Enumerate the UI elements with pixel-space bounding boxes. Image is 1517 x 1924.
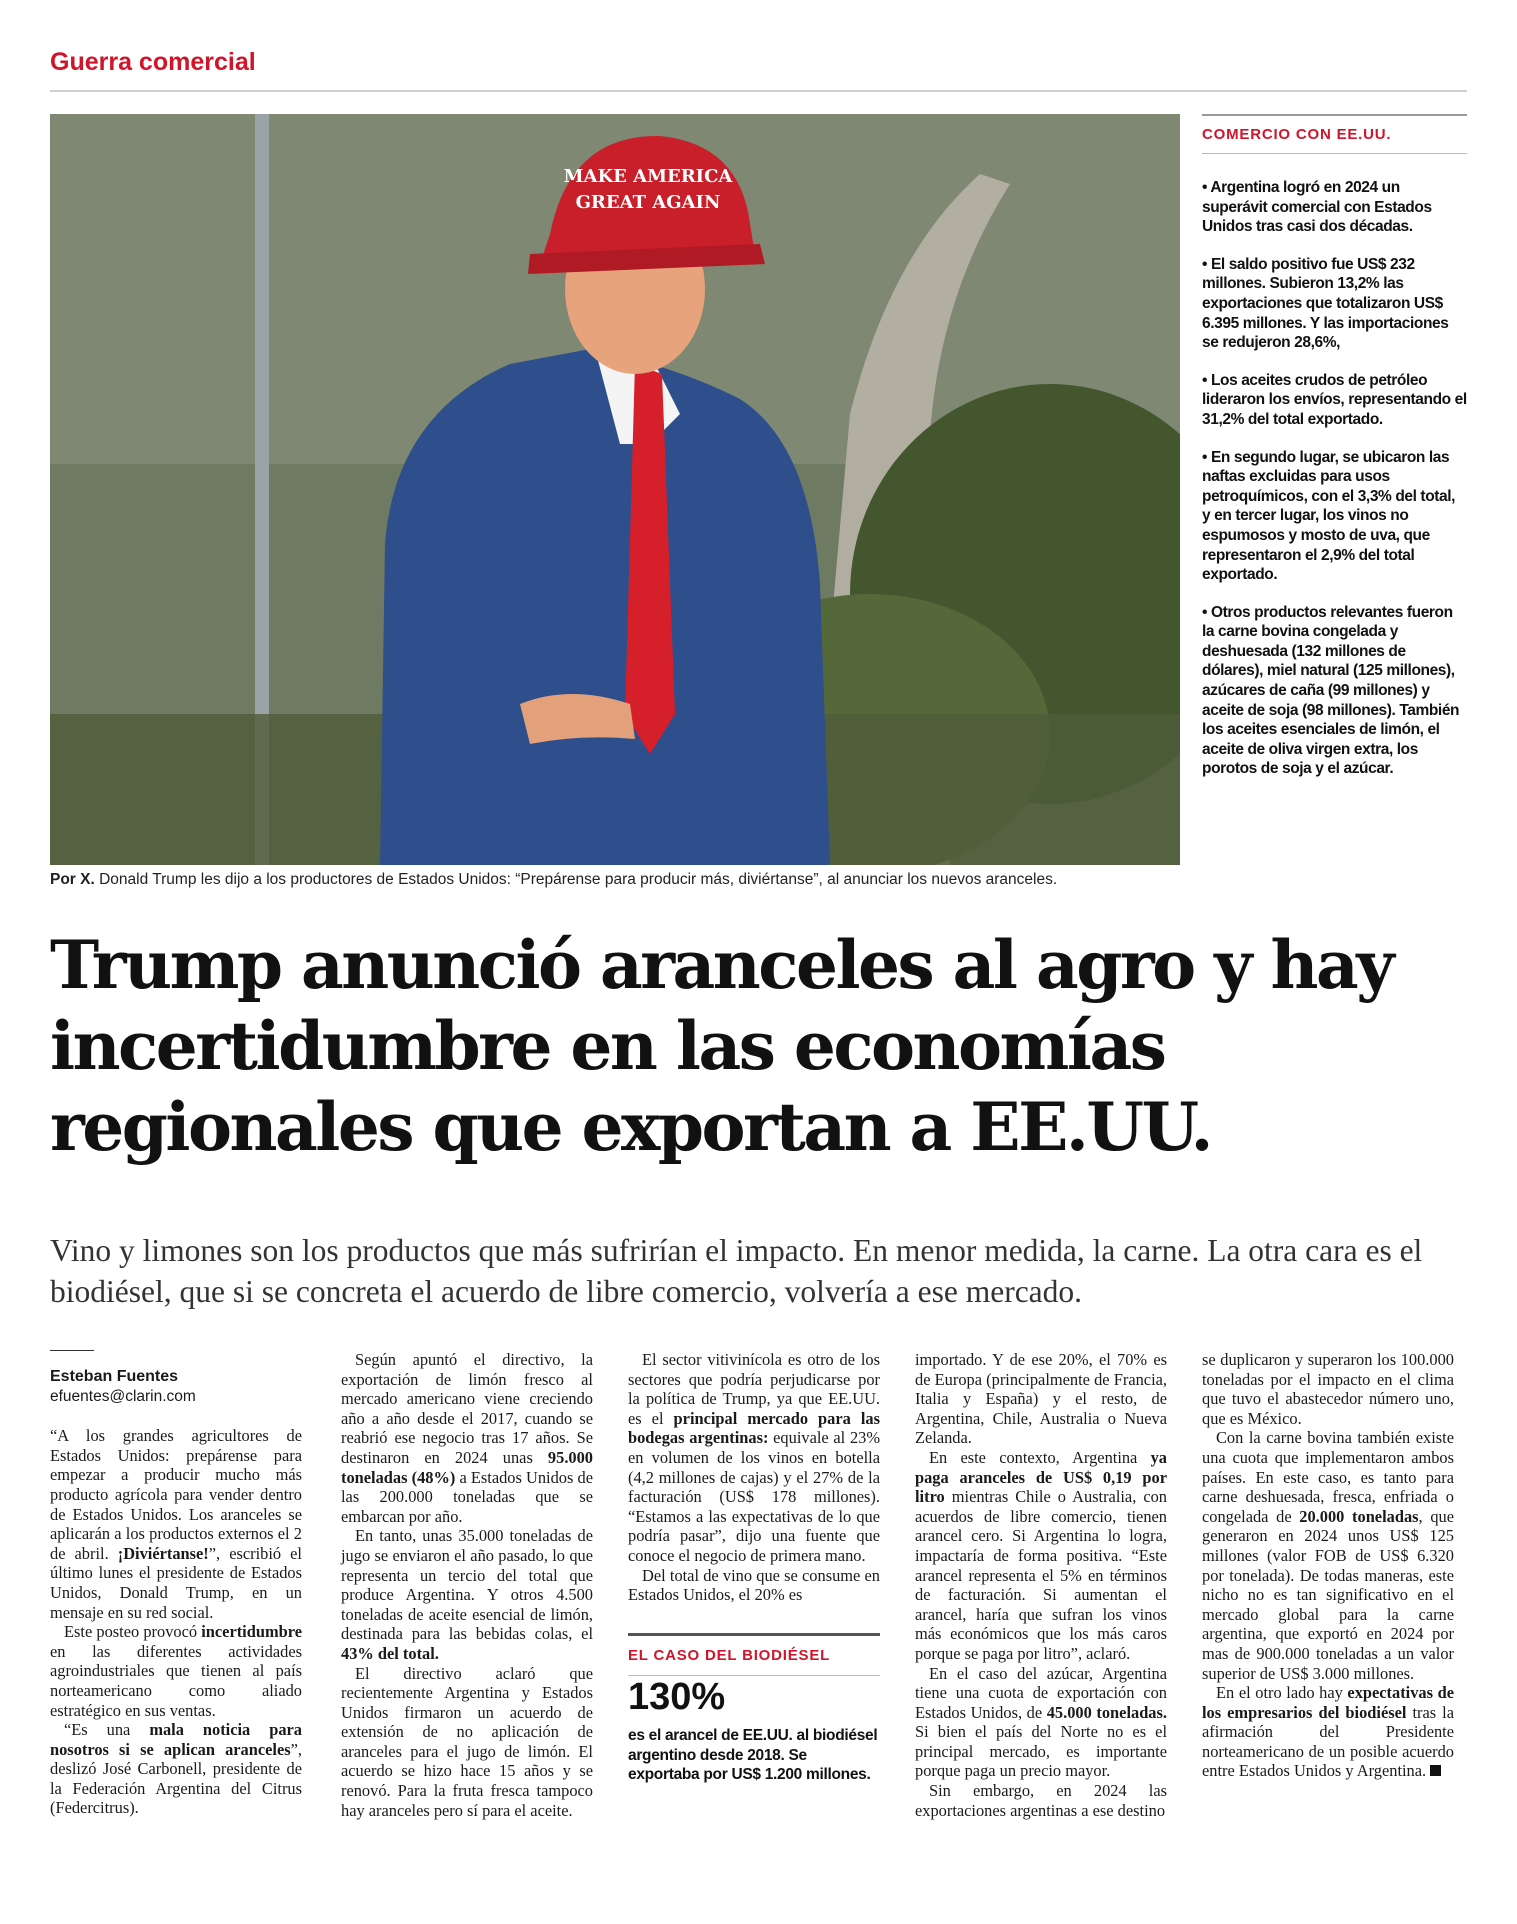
cap-text-line2: GREAT AGAIN: [575, 192, 721, 213]
text-run: Con la carne bovina también existe una cuota que implementaron ambos países. En este caso, es tanto para carne deshuesada, fresca, enfriada o congelada de: [1202, 1428, 1454, 1526]
box-big-number: 130%: [628, 1676, 726, 1719]
article-column-1: [50, 1350, 302, 1818]
sidebar-item: • En segundo lugar, se ubicaron las naftas excluidas para usos petroquímicos, con el 3,3% del total, y en tercer lugar, los vinos no espumosos y mosto de uva, que representaron el 2,9% del total exportado.: [1202, 448, 1467, 585]
text-run: En el caso del azúcar, Argentina tiene una cuota de exportación con Estados Unidos, de: [915, 1663, 1167, 1722]
text-bold: principal mercado para las bodegas argentinas:: [628, 1408, 880, 1448]
box-title: EL CASO DEL BIODIÉSEL: [628, 1646, 831, 1664]
paragraph: [915, 1664, 1167, 1782]
text-run: equivale al 23% en volumen de los vinos en botella (4,2 millones de cajas) y el 27% de la facturación (US$ 178 millones). “Estamos a las expectativas de lo que podría pasar”, dijo una fuente que conoce el negocio de primera mano.: [628, 1428, 880, 1565]
text-run: El sector vitivinícola es otro de los sectores que podría perjudicarse por la política de Trump, ya que EE.UU. es el: [628, 1350, 880, 1428]
text-run: tras la afirmación del Presidente norteamericano de un posible acuerdo entre Estados Unidos y Argentina.: [1202, 1702, 1454, 1781]
text-run: Este posteo provocó: [64, 1622, 202, 1642]
caption-credit: Por X.: [50, 871, 95, 888]
text-run: En tanto, unas 35.000 toneladas de jugo se enviaron el año pasado, lo que representa un tercio del total que produce Argentina. Y otros 4.500 toneladas de aceite esencial de limón, destinada para las bebidas colas, el: [341, 1526, 593, 1644]
photo-caption: [50, 871, 1180, 889]
text-run: mientras Chile o Australia, con acuerdos de libre comercio, tienen arancel cero. Si Argentina lo logra, impactaría de forma positiva. “Este arancel representa el 5% en términos de facturación. Si aumentan el arancel, haría que sufran los vinos más económicos que los más caros porque se paga por litro”, aclaró.: [915, 1487, 1167, 1663]
paragraph: se duplicaron y superaron los 100.000 toneladas por el impacto en el clima que tuvo el abastecedor número uno, que es México.: [1202, 1350, 1454, 1428]
text-bold: 20.000 toneladas: [1299, 1506, 1419, 1526]
text-run: ”, escribió el último lunes el presidente de Estados Unidos, Donald Trump, en un mensaje en su red social.: [50, 1543, 302, 1622]
text-bold: incertidumbre: [201, 1622, 302, 1642]
biodiesel-box: [628, 1633, 880, 1785]
byline-email: efuentes@clarin.com: [50, 1387, 196, 1405]
text-run: a Estados Unidos de las 200.000 toneladas que se embarcan por año.: [341, 1467, 593, 1526]
text-bold: ya paga aranceles de US$ 0,19 por litro: [915, 1447, 1167, 1507]
text-run: En el otro lado hay: [1216, 1683, 1348, 1703]
end-of-article-mark: [1430, 1765, 1441, 1776]
byline-rule: [50, 1350, 94, 1351]
paragraph: Del total de vino que se consume en Estados Unidos, el 20% es: [628, 1565, 880, 1605]
text-run: Si bien el país del Norte no es el principal mercado, es importante porque paga un precio mayor.: [915, 1722, 1167, 1781]
paragraph: [1202, 1428, 1454, 1683]
sidebar-item: • Argentina logró en 2024 un superávit comercial con Estados Unidos tras casi dos décadas.: [1202, 178, 1467, 237]
paragraph: [50, 1426, 302, 1622]
paragraph: El directivo aclaró que recientemente Argentina y Estados Unidos firmaron un acuerdo de extensión de no aplicación de aranceles para el jugo de limón. El acuerdo se hizo hace 15 años y se renovó. Para la fruta fresca tampoco hay aranceles pero sí para el aceite.: [341, 1663, 593, 1820]
paragraph: [915, 1448, 1167, 1664]
paragraph: [50, 1720, 302, 1818]
text-run: , que generaron en 2024 unos US$ 125 millones (valor FOB de US$ 6.320 por tonelada). De todas maneras, este nicho no es tan significativo en el mercado global para la carne argentina, que exportó en 2024 por mas de 900.000 toneladas a un valor superior de US$ 3.000 millones.: [1202, 1506, 1454, 1683]
text-run: “Es una: [64, 1720, 150, 1740]
article-column-4: [915, 1350, 1167, 1820]
article-column-3: [628, 1350, 880, 1785]
sidebar-title-rule: [1202, 153, 1467, 154]
top-divider: [50, 90, 1467, 92]
headline: Trump anunció aranceles al agro y hay incertidumbre en las economías regionales que exportan a EE.UU.: [50, 926, 1393, 1166]
text-run: En este contexto, Argentina: [929, 1447, 1151, 1467]
text-run: “A los grandes agricultores de Estados Unidos: prepárense para empezar a producir mucho más producto agrícola para vender dentro de Estados Unidos. Los aranceles se aplicarán a los productos externos el 2 de abril.: [50, 1426, 302, 1563]
text-bold: ¡Diviértanse!: [117, 1543, 209, 1563]
article-column-2: [341, 1350, 593, 1820]
paragraph: Sin embargo, en 2024 las exportaciones argentinas a ese destino: [915, 1781, 1167, 1820]
paragraph: importado. Y de ese 20%, el 70% es de Europa (principalmente de Francia, Italia y España) y el resto, de Argentina, Chile, Australia o Nueva Zelanda.: [915, 1350, 1167, 1448]
sidebar-list: [1202, 178, 1467, 779]
text-run: en las diferentes actividades agroindustriales que tienen al país norteamericano como aliado estratégico en sus ventas.: [50, 1641, 302, 1720]
paragraph: [1202, 1683, 1454, 1781]
box-text: es el arancel de EE.UU. al biodiésel argentino desde 2018. Se exportaba por US$ 1.200 millones.: [628, 1726, 878, 1784]
sidebar-item: • Los aceites crudos de petróleo lideraron los envíos, representando el 31,2% del total exportado.: [1202, 371, 1467, 430]
section-label: Guerra comercial: [50, 48, 256, 76]
sidebar-trade-facts: [1202, 114, 1467, 797]
article-body: [50, 1350, 1470, 1890]
text-run: Según apuntó el directivo, la exportación de limón fresco al mercado americano viene creciendo año a año desde el 2017, cuando se reabrió ese negocio tras 17 años. Se destinaron en 2024 unas: [341, 1350, 593, 1467]
news-photo: [50, 114, 1180, 865]
paragraph: [341, 1526, 593, 1663]
text-bold: 43% del total.: [341, 1643, 439, 1663]
paragraph: [628, 1350, 880, 1566]
text-bold: mala noticia para nosotros si se aplican aranceles: [50, 1720, 303, 1759]
sidebar-item: • Otros productos relevantes fueron la carne bovina congelada y deshuesada (132 millones de dólares), miel natural (125 millones), azúcares de caña (99 millones) y aceite de soja (98 millones). También los aceites esenciales de limón, el aceite de oliva virgen extra, los porotos de soja y el azúcar.: [1202, 603, 1467, 779]
subheadline: Vino y limones son los productos que más sufrirían el impacto. En menor medida, la carne. La otra cara es el biodiésel, que si se concreta el acuerdo de libre comercio, volvería a ese mercado.: [50, 1233, 1423, 1309]
text-bold: 95.000 toneladas (48%): [341, 1447, 593, 1487]
cap-text-line1: MAKE AMERICA: [563, 166, 733, 187]
paragraph: [50, 1622, 302, 1720]
caption-text: Donald Trump les dijo a los productores de Estados Unidos: “Prepárense para producir más, diviértanse”, al anunciar los nuevos aranceles.: [94, 871, 1058, 888]
paragraph: [341, 1350, 593, 1526]
article-column-5: [1202, 1350, 1454, 1781]
text-bold: 45.000 toneladas.: [1046, 1702, 1167, 1722]
sidebar-item: • El saldo positivo fue US$ 232 millones. Subieron 13,2% las exportaciones que totalizaron US$ 6.395 millones. Y las importaciones se redujeron 28,6%,: [1202, 255, 1467, 353]
sidebar-title: COMERCIO CON EE.UU.: [1202, 126, 1392, 143]
trump-photo-illustration: [50, 114, 1180, 865]
byline-name: Esteban Fuentes: [50, 1368, 179, 1385]
text-run: ”, deslizó José Carbonell, presidente de la Federación Argentina del Citrus (Federcitrus).: [50, 1739, 302, 1818]
text-bold: expectativas de los empresarios del biodiésel: [1202, 1683, 1455, 1722]
sidebar-top-rule: [1202, 114, 1467, 116]
